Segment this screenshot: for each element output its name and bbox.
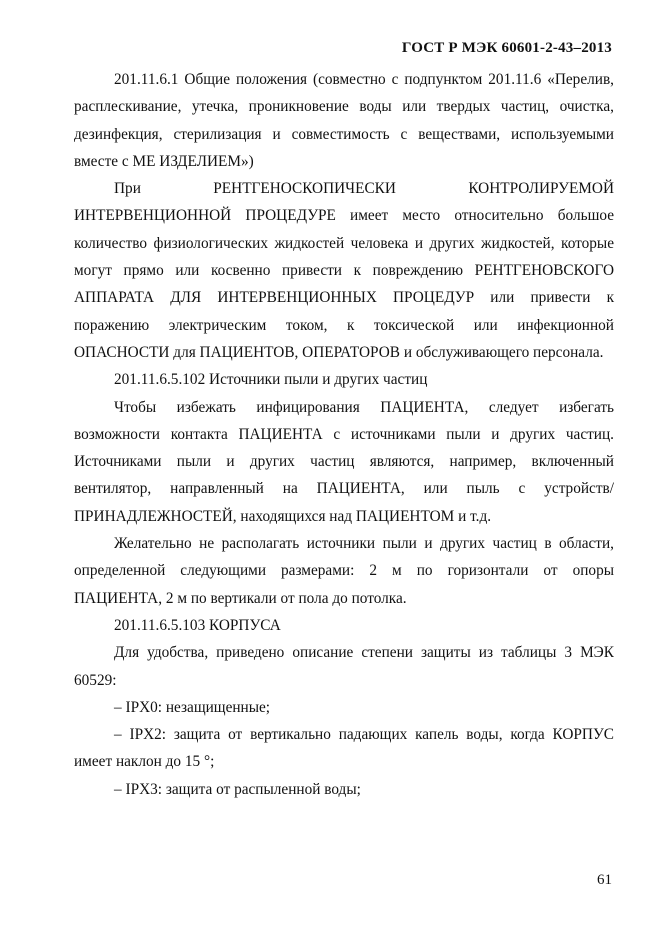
page-number: 61 xyxy=(597,872,612,888)
body-paragraph: Желательно не располагать источники пыли и других частиц в области, определенной следующими размерами: 2 м по горизонтали от опоры ПАЦИЕНТА, 2 м по вертикали от пола до потолка. xyxy=(74,535,614,607)
list-item: – IPX3: защита от распыленной воды; xyxy=(114,780,361,798)
body-paragraph: Чтобы избежать инфицирования ПАЦИЕНТА, следует избегать возможности контакта ПАЦИЕНТА с источниками пыли и других частиц. Источниками пыли и других частиц являются, например, включенный вентилятор, направленный на ПАЦИЕНТА, или пыль с устройств/ПРИНАДЛЕЖНОСТЕЙ, находящихся над ПАЦИЕНТОМ и т.д. xyxy=(74,398,614,525)
list-item: – IPX2: защита от вертикально падающих капель воды, когда КОРПУС имеет наклон до 15 °; xyxy=(74,726,614,771)
body-paragraph: Для удобства, приведено описание степени защиты из таблицы 3 МЭК 60529: xyxy=(74,644,614,689)
section-heading-201-11-6-1: 201.11.6.1 Общие положения (совместно с подпунктом 201.11.6 «Перелив, расплескивание, утечка, проникновение воды или твердых частиц, очистка, дезинфекция, стерилизация и совместимость с веществами, используемыми вместе с МЕ ИЗДЕЛИЕМ») xyxy=(74,71,614,170)
document-body xyxy=(74,66,614,803)
body-paragraph: При РЕНТГЕНОСКОПИЧЕСКИ КОНТРОЛИРУЕМОЙ ИНТЕРВЕНЦИОННОЙ ПРОЦЕДУРЕ имеет место относительно большое количество физиологических жидкостей человека и других жидкостей, которые могут прямо или косвенно привести к повреждению РЕНТГЕНОВСКОГО АППАРАТА ДЛЯ ИНТЕРВЕНЦИОННЫХ ПРОЦЕДУР или привести к поражению электрическим током, к токсической или инфекционной ОПАСНОСТИ для ПАЦИЕНТОВ, ОПЕРАТОРОВ и обслуживающего персонала. xyxy=(74,180,614,361)
section-heading-201-11-6-5-103: 201.11.6.5.103 КОРПУСА xyxy=(114,616,281,634)
list-item: – IPX0: незащищенные; xyxy=(114,698,271,716)
section-heading-201-11-6-5-102: 201.11.6.5.102 Источники пыли и других частиц xyxy=(114,371,428,389)
document-header: ГОСТ Р МЭК 60601-2-43–2013 xyxy=(401,40,612,56)
